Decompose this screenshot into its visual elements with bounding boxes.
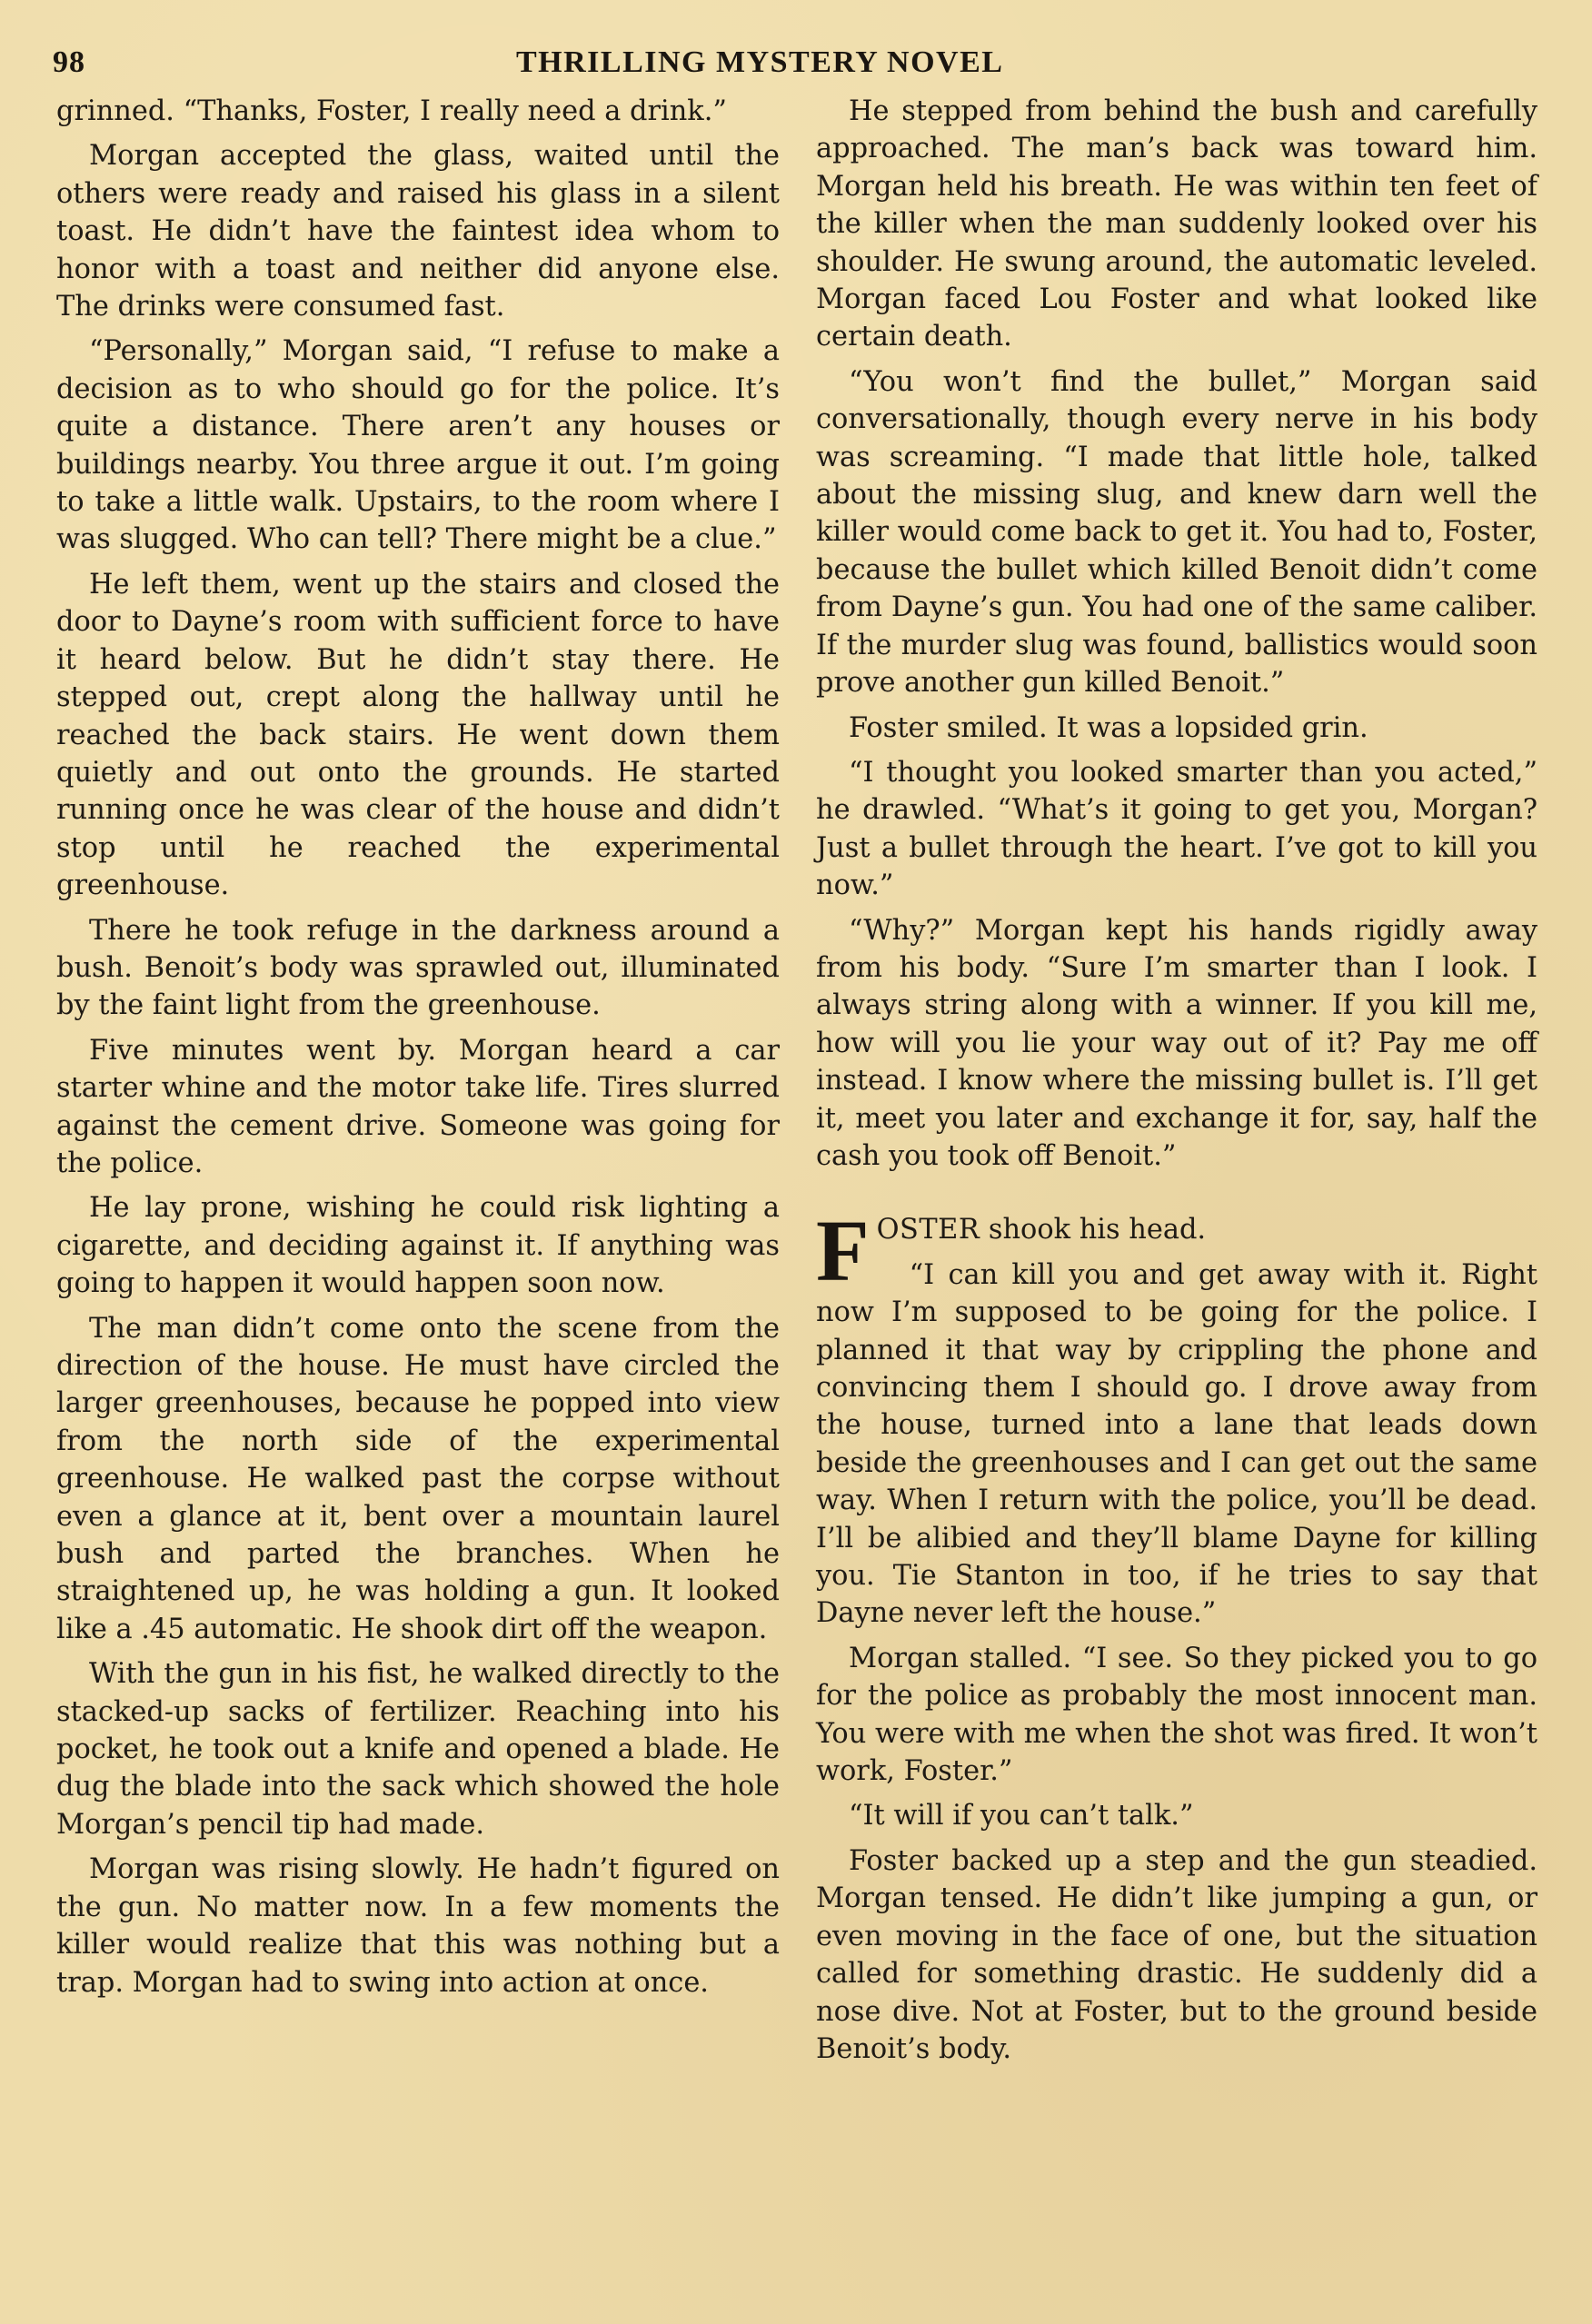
paragraph: He stepped from behind the bush and carefully approached. The man’s back was toward him. Morgan held his breath. He was within ten feet of the killer when the man suddenly looked over his shoulder. He swung around, the automatic leveled. Morgan faced Lou Foster and what looked like certain death.: [816, 95, 1537, 353]
paragraph: There he took refuge in the darkness around a bush. Benoit’s body was sprawled out, illuminated by the faint light from the greenhouse.: [56, 914, 780, 1022]
paragraph: “You won’t find the bullet,” Morgan said conversationally, though every nerve in his body was screaming. “I made that little hole, talked about the missing slug, and knew darn well the killer would come back to get it. You had to, Foster, because the bullet which killed Benoit didn’t come from Dayne’s gun. You had one of the same caliber. If the murder slug was found, ballistics would soon prove another gun killed Benoit.”: [816, 365, 1537, 700]
paragraph: “I can kill you and get away with it. Right now I’m supposed to be going for the police. I planned it that way by crippling the phone and convincing them I should go. I drove away from the house, turned into a lane that leads down beside the greenhouses and I can get out the same way. When I return with the police, you’ll be dead. I’ll be alibied and they’ll blame Dayne for killing you. Tie Stanton in too, if he tries to say that Dayne never left the house.”: [816, 1258, 1537, 1630]
paragraph: grinned. “Thanks, Foster, I really need a drink.”: [56, 95, 727, 127]
paragraph: With the gun in his fist, he walked directly to the stacked-up sacks of fertilizer. Reaching into his pocket, he took out a knife and opened a blade. He dug the blade into the sack which showed the hole Morgan’s pencil tip had made.: [56, 1658, 780, 1841]
running-title: THRILLING MYSTERY NOVEL: [516, 45, 1004, 79]
page-header: [53, 45, 1539, 91]
paragraph: “Personally,” Morgan said, “I refuse to make a decision as to who should go for the police. It’s quite a distance. There aren’t any houses or buildings nearby. You three argue it out. I’m going to take a little walk. Upstairs, to the room where I was slugged. Who can tell? There might be a clue.”: [56, 335, 780, 556]
paragraph: Morgan was rising slowly. He hadn’t figured on the gun. No matter now. In a few moments the killer would realize that this was nothing but a trap. Morgan had to swing into action at once.: [56, 1853, 780, 1999]
left-column: [56, 93, 780, 2009]
paragraph: Five minutes went by. Morgan heard a car starter whine and the motor take life. Tires slurred against the cement drive. Someone was going for the police.: [56, 1034, 780, 1179]
page-number: 98: [53, 45, 85, 79]
smallcaps-word: OSTER: [876, 1214, 980, 1246]
paragraph: The man didn’t come onto the scene from the direction of the house. He must have circled the larger greenhouses, because he popped into view from the north side of the experimental greenhouse. He walked past the corpse without even a glance at it, bent over a mountain laurel bush and parted the branches. When he straightened up, he was holding a gun. It looked like a .45 automatic. He shook dirt off the weapon.: [56, 1312, 780, 1645]
drop-cap-initial: F: [816, 1202, 870, 1300]
paragraph: “I thought you looked smarter than you acted,” he drawled. “What’s it going to get you, Morgan? Just a bullet through the heart. I’ve got to kill you now.”: [816, 756, 1537, 902]
right-column: [816, 93, 1537, 2075]
paragraph: He left them, went up the stairs and closed the door to Dayne’s room with sufficient force to have it heard below. But he didn’t stay there. He stepped out, crept along the hallway until he reached the back stairs. He went down them quietly and out onto the grounds. He started running once he was clear of the house and didn’t stop until he reached the experimental greenhouse.: [56, 568, 780, 902]
paragraph: “Why?” Morgan kept his hands rigidly away from his body. “Sure I’m smarter than I look. I always string along with a winner. If you kill me, how will you lie your way out of it? Pay me off instead. I know where the missing bullet is. I’ll get it, meet you later and exchange it for, say, half the cash you took off Benoit.”: [816, 914, 1537, 1172]
paragraph: Morgan accepted the glass, waited until the others were ready and raised his glass in a silent toast. He didn’t have the faintest idea whom to honor with a toast and neither did anyone else. The drinks were consumed fast.: [56, 140, 780, 323]
paragraph: He lay prone, wishing he could risk lighting a cigarette, and deciding against it. If anything was going to happen it would happen soon now.: [56, 1192, 780, 1300]
dropcap-paragraph: [816, 1202, 1537, 1300]
paragraph: Morgan stalled. “I see. So they picked you to go for the police as probably the most innocent man. You were with me when the shot was fired. It won’t work, Foster.”: [816, 1642, 1537, 1788]
paragraph: Foster backed up a step and the gun steadied. Morgan tensed. He didn’t like jumping a gun, or even moving in the face of one, but the situation called for something drastic. He suddenly did a nose dive. Not at Foster, but to the ground beside Benoit’s body.: [816, 1844, 1537, 2065]
paragraph: Foster smiled. It was a lopsided grin.: [849, 711, 1368, 744]
dropcap-rest: shook his head.: [980, 1214, 1207, 1246]
paragraph: “It will if you can’t talk.”: [849, 1800, 1194, 1832]
